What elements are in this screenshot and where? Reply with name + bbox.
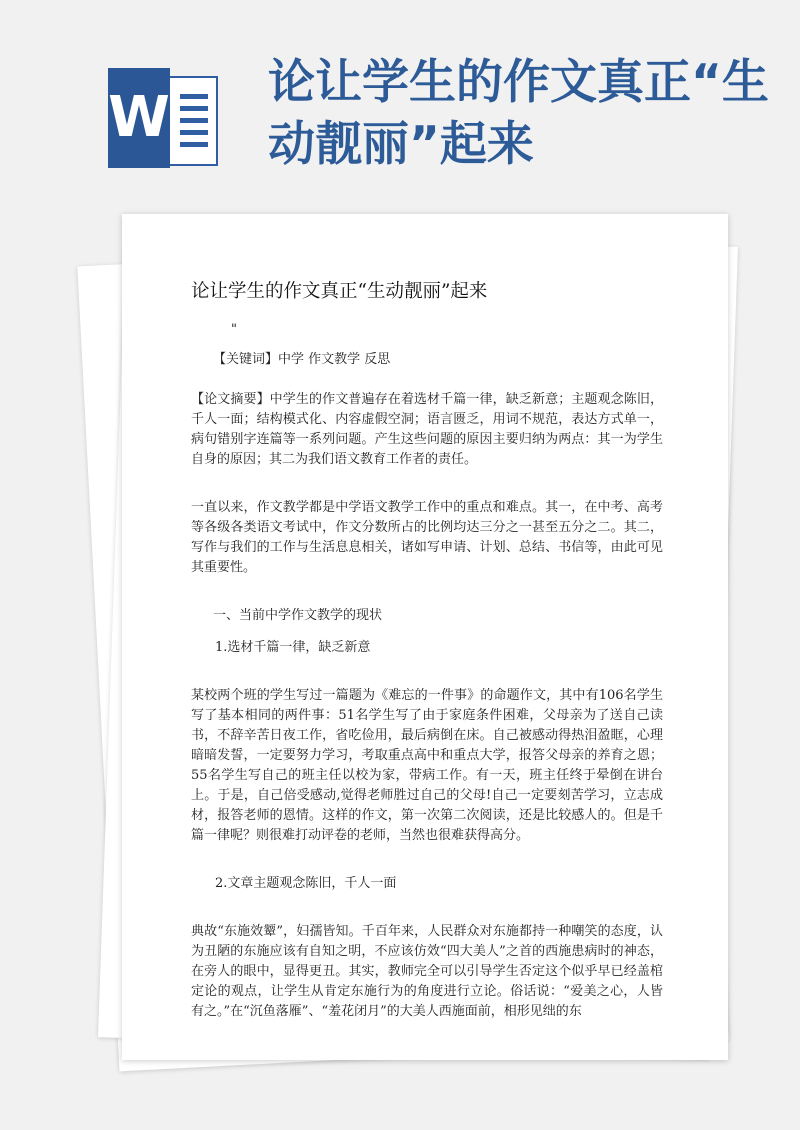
word-app-icon [108, 68, 216, 168]
abstract-paragraph: 【论文摘要】中学生的作文普遍存在着选材千篇一律，缺乏新意；主题观念陈旧，千人一面；结构模式化、内容虚假空洞；语言匮乏，用词不规范，表达方式单一，病句错别字连篇等一系列问题。产生这些问题的原因主要归纳为两点：其一为学生自身的原因；其二为我们语文教育工作者的责任。 [191, 392, 663, 467]
document-body [191, 278, 663, 1022]
word-w-badge: W [108, 68, 170, 168]
keywords-line: 【关键词】中学 作文教学 反思 [213, 352, 391, 367]
body-paragraph-1: 某校两个班的学生写过一篇题为《难忘的一件事》的命题作文，其中有106名学生写了基本相同的两件事：51名学生写了由于家庭条件困难，父母亲为了送自己读书，不辞辛苦日夜工作，省吃俭用，最后病倒在床。自己被感动得热泪盈眶，心理暗暗发誓，一定要努力学习，考取重点高中和重点大学，报答父母亲的养育之恩；55名学生写自己的班主任以校为家，带病工作。有一天，班主任终于晕倒在讲台上。于是，自己倍受感动,觉得老师胜过自己的父母!自己一定要刻苦学习，立志成材，报答老师的恩情。这样的作文，第一次第二次阅读，还是比较感人的。但是千篇一律呢？则很难打动评卷的老师，当然也很难获得高分。 [191, 688, 663, 843]
subheading-2: 2.文章主题观念陈旧，千人一面 [215, 876, 397, 891]
section-heading: 一、当前中学作文教学的现状 [213, 608, 383, 623]
subheading-1: 1.选材千篇一律，缺乏新意 [215, 640, 371, 655]
page-title: 论让学生的作文真正“生动靓丽”起来 [268, 55, 769, 172]
intro-paragraph: 一直以来，作文教学都是中学语文教学工作中的重点和难点。其一，在中考、高考等各级各类语文考试中，作文分数所占的比例均达三分之一甚至五分之二。其二，写作与我们的工作与生活息息相关，诸如写申请、计划、总结、书信等，由此可见其重要性。 [191, 500, 663, 575]
body-paragraph-2: 典故“东施效颦”，妇孺皆知。千百年来，人民群众对东施都持一种嘲笑的态度，认为丑陋的东施应该有自知之明，不应该仿效“四大美人”之首的西施患病时的神态，在旁人的眼中，显得更丑。其实，教师完全可以引导学生否定这个似乎早已经盖棺定论的观点，让学生从肯定东施行为的角度进行立论。俗话说：“爱美之心，人皆有之。”在“沉鱼落雁”、“羞花闭月”的大美人西施面前，相形见绌的东 [191, 924, 663, 1019]
quote-mark: " [231, 322, 237, 337]
document-title: 论让学生的作文真正“生动靓丽”起来 [191, 281, 488, 302]
